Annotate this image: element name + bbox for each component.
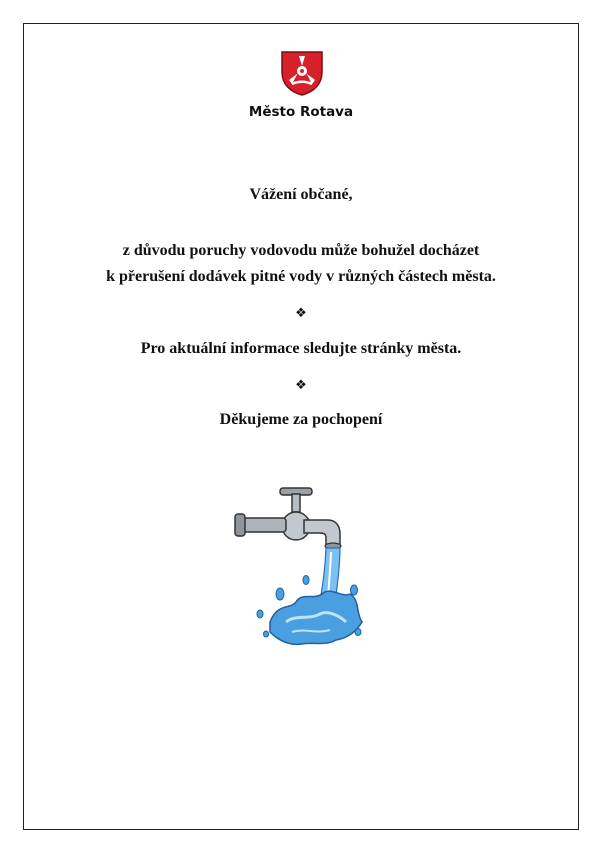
info-line: Pro aktuální informace sledujte stránky města. bbox=[140, 340, 462, 357]
notice-line-2: k přerušení dodávek pitné vody v různých částech města. bbox=[106, 268, 496, 285]
separator-ornament: ❖ bbox=[295, 378, 307, 393]
thanks-line: Děkujeme za pochopení bbox=[219, 411, 383, 428]
greeting: Vážení občané, bbox=[249, 186, 353, 203]
city-name: Město Rotava bbox=[248, 104, 354, 120]
notice-page bbox=[23, 23, 579, 830]
water-faucet-icon bbox=[230, 482, 364, 647]
separator-ornament: ❖ bbox=[295, 306, 307, 321]
notice-line-1: z důvodu poruchy vodovodu může bohužel docházet bbox=[122, 242, 480, 259]
city-coat-of-arms-icon bbox=[280, 50, 324, 96]
